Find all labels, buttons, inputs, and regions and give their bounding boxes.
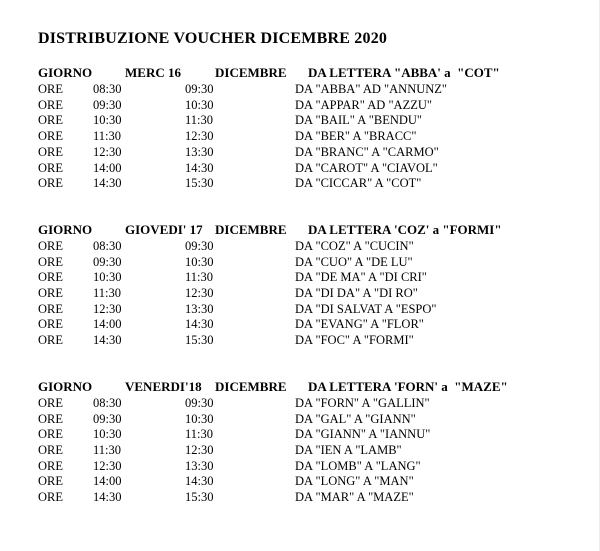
- start-time: 12:30: [93, 144, 122, 159]
- start-time: 12:30: [93, 301, 122, 316]
- schedule-row: [38, 396, 599, 412]
- end-time: 15:30: [185, 490, 214, 505]
- end-time: 14:30: [185, 160, 214, 175]
- end-time: 10:30: [185, 411, 214, 426]
- ore-label: ORE: [38, 474, 63, 489]
- end-time: 12:30: [185, 286, 214, 301]
- day-section: [38, 65, 599, 192]
- giorno-label: GIORNO: [38, 378, 93, 394]
- schedule-row: [38, 427, 599, 443]
- end-time: 11:30: [185, 427, 214, 442]
- letter-range: DA "FORN" A "GALLIN": [295, 395, 430, 410]
- ore-label: ORE: [38, 97, 63, 112]
- letter-range: DA "BAIL" A "BENDU": [295, 113, 423, 128]
- letter-range: DA "BER" A "BRACC": [295, 129, 417, 144]
- schedule-row: [38, 255, 599, 271]
- end-time: 15:30: [185, 176, 214, 191]
- letter-range-header: DA LETTERA 'COZ' a "FORMI": [308, 221, 502, 237]
- letter-range: DA "EVANG" A "FLOR": [295, 317, 424, 332]
- letter-range: DA "CAROT" A "CIAVOL": [295, 160, 438, 175]
- ore-label: ORE: [38, 270, 63, 285]
- schedule-row: [38, 129, 599, 145]
- letter-range: DA "BRANC" A "CARMO": [295, 144, 439, 159]
- section-header-row: [38, 222, 599, 238]
- schedule-row: [38, 474, 599, 490]
- start-time: 14:30: [93, 333, 122, 348]
- schedule-row: [38, 459, 599, 475]
- schedule-row: [38, 333, 599, 349]
- ore-label: ORE: [38, 238, 63, 253]
- ore-label: ORE: [38, 395, 63, 410]
- day-value: MERC 16: [125, 65, 181, 80]
- ore-label: ORE: [38, 490, 63, 505]
- letter-range: DA "MAR" A "MAZE": [295, 490, 414, 505]
- letter-range: DA "APPAR" AD "AZZU": [295, 97, 432, 112]
- day-value: GIOVEDI' 17: [125, 221, 203, 237]
- month-label: DICEMBRE: [215, 221, 287, 237]
- letter-range: DA "GAL" A "GIANN": [295, 411, 416, 426]
- ore-label: ORE: [38, 82, 63, 96]
- month-label: DICEMBRE: [215, 65, 287, 80]
- schedule-row: [38, 145, 599, 161]
- start-time: 08:30: [93, 82, 122, 96]
- schedule-row: [38, 270, 599, 286]
- end-time: 12:30: [185, 442, 214, 457]
- letter-range: DA "CICCAR" A "COT": [295, 176, 422, 191]
- start-time: 10:30: [93, 113, 122, 128]
- letter-range: DA "COZ" A "CUCIN": [295, 238, 414, 253]
- ore-label: ORE: [38, 458, 63, 473]
- end-time: 10:30: [185, 97, 214, 112]
- ore-label: ORE: [38, 411, 63, 426]
- letter-range: DA "GIANN" A "IANNU": [295, 427, 431, 442]
- letter-range: DA "DE MA" A "DI CRI": [295, 270, 427, 285]
- letter-range: DA "FOC" A "FORMI": [295, 333, 414, 348]
- schedule-row: [38, 161, 599, 177]
- day-value: VENERDI'18: [125, 378, 202, 394]
- ore-label: ORE: [38, 427, 63, 442]
- end-time: 10:30: [185, 254, 214, 269]
- letter-range-header: DA LETTERA 'FORN' a "MAZE": [308, 378, 508, 394]
- start-time: 10:30: [93, 270, 122, 285]
- schedule-row: [38, 412, 599, 428]
- ore-label: ORE: [38, 160, 63, 175]
- start-time: 09:30: [93, 254, 122, 269]
- start-time: 14:30: [93, 490, 122, 505]
- start-time: 11:30: [93, 442, 122, 457]
- end-time: 11:30: [185, 113, 214, 128]
- start-time: 14:30: [93, 176, 122, 191]
- end-time: 09:30: [185, 395, 214, 410]
- letter-range: DA "DI SALVAT A "ESPO": [295, 301, 437, 316]
- ore-label: ORE: [38, 301, 63, 316]
- letter-range: DA "LOMB" A "LANG": [295, 458, 421, 473]
- ore-label: ORE: [38, 333, 63, 348]
- ore-label: ORE: [38, 176, 63, 191]
- section-header-row: [38, 65, 599, 81]
- sections-container: [38, 65, 599, 506]
- section-header-row: [38, 379, 599, 395]
- letter-range: DA "ABBA" AD "ANNUNZ": [295, 82, 448, 96]
- start-time: 10:30: [93, 427, 122, 442]
- schedule-row: [38, 113, 599, 129]
- start-time: 08:30: [93, 395, 122, 410]
- month-label: DICEMBRE: [215, 378, 287, 394]
- schedule-row: [38, 317, 599, 333]
- start-time: 12:30: [93, 458, 122, 473]
- ore-label: ORE: [38, 113, 63, 128]
- schedule-row: [38, 98, 599, 114]
- end-time: 09:30: [185, 82, 214, 96]
- end-time: 11:30: [185, 270, 214, 285]
- letter-range: DA "IEN A "LAMB": [295, 442, 402, 457]
- end-time: 14:30: [185, 474, 214, 489]
- ore-label: ORE: [38, 317, 63, 332]
- end-time: 12:30: [185, 129, 214, 144]
- ore-label: ORE: [38, 442, 63, 457]
- day-section: [38, 379, 599, 506]
- start-time: 08:30: [93, 238, 122, 253]
- end-time: 13:30: [185, 301, 214, 316]
- schedule-row: [38, 490, 599, 506]
- end-time: 14:30: [185, 317, 214, 332]
- end-time: 09:30: [185, 238, 214, 253]
- giorno-label: GIORNO: [38, 65, 93, 80]
- giorno-label: GIORNO: [38, 221, 93, 237]
- ore-label: ORE: [38, 129, 63, 144]
- ore-label: ORE: [38, 286, 63, 301]
- schedule-row: [38, 286, 599, 302]
- schedule-row: [38, 239, 599, 255]
- end-time: 15:30: [185, 333, 214, 348]
- page-title: DISTRIBUZIONE VOUCHER DICEMBRE 2020: [38, 30, 388, 47]
- start-time: 14:00: [93, 160, 122, 175]
- start-time: 11:30: [93, 129, 122, 144]
- start-time: 11:30: [93, 286, 122, 301]
- start-time: 14:00: [93, 474, 122, 489]
- day-section: [38, 222, 599, 349]
- schedule-row: [38, 443, 599, 459]
- ore-label: ORE: [38, 254, 63, 269]
- ore-label: ORE: [38, 144, 63, 159]
- end-time: 13:30: [185, 458, 214, 473]
- letter-range: DA "DI DA" A "DI RO": [295, 286, 418, 301]
- start-time: 09:30: [93, 411, 122, 426]
- schedule-row: [38, 302, 599, 318]
- letter-range: DA "CUO" A "DE LU": [295, 254, 413, 269]
- letter-range: DA "LONG" A "MAN": [295, 474, 414, 489]
- start-time: 14:00: [93, 317, 122, 332]
- end-time: 13:30: [185, 144, 214, 159]
- schedule-row: [38, 82, 599, 98]
- start-time: 09:30: [93, 97, 122, 112]
- letter-range-header: DA LETTERA "ABBA' a "COT": [308, 65, 500, 80]
- schedule-row: [38, 176, 599, 192]
